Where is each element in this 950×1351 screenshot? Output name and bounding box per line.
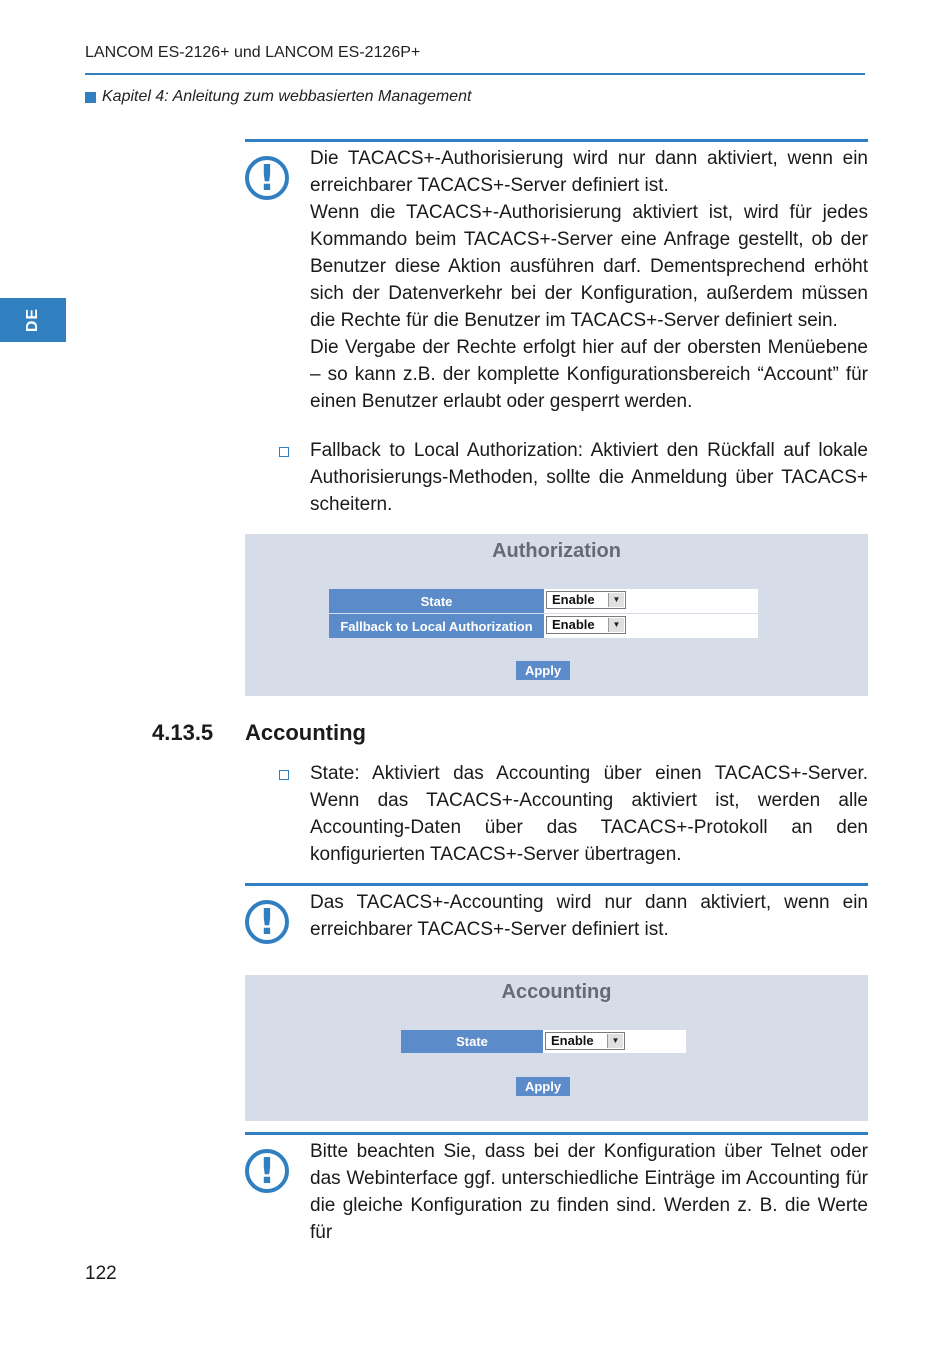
chapter-square-icon xyxy=(85,92,96,103)
chapter-title: Kapitel 4: Anleitung zum webbasierten Management xyxy=(102,88,472,105)
panel-title: Authorization xyxy=(492,540,621,562)
section-title: Accounting xyxy=(245,720,366,745)
fallback-field xyxy=(544,614,758,638)
note-accounting: Das TACACS+-Accounting wird nur dann aktiviert, wenn ein erreichbarer TACACS+-Server definiert ist. xyxy=(310,892,868,940)
dropdown-arrow-icon[interactable]: ▼ xyxy=(608,618,624,632)
fallback-label: Fallback to Local Authorization xyxy=(329,614,544,638)
language-tab-label: DE xyxy=(24,307,41,333)
exclamation-circle-icon: ! xyxy=(245,900,289,944)
checkbox-square-icon xyxy=(279,447,289,457)
note-authorization xyxy=(310,145,868,415)
authorization-panel xyxy=(245,534,868,696)
note-paragraph: Wenn die TACACS+-Authorisierung aktiviert ist, wird für jedes Kommando beim TACACS+-Server eine Anfrage gestellt, ob der Benutzer diese Aktion ausführen darf. Dementsprechend erhöht sich der Datenverkehr bei der Konfiguration, außerdem müssen die Rechte für die Benutzer im TACACS+-Server definiert sein. xyxy=(310,202,868,331)
chapter-subtitle xyxy=(85,88,471,106)
fallback-select-value: Enable xyxy=(552,617,595,632)
panel-title: Accounting xyxy=(501,981,612,1003)
checkbox-square-icon xyxy=(279,770,289,780)
dropdown-arrow-icon[interactable]: ▼ xyxy=(607,1034,623,1048)
note-paragraph: Die Vergabe der Rechte erfolgt hier auf der obersten Menüebene – so kann z.B. der komplette Konfigurationsbereich “Account” für einen Benutzer erlaubt oder gesperrt werden. xyxy=(310,337,868,412)
note-rule xyxy=(245,139,868,142)
state-field xyxy=(543,1030,686,1053)
bullet-state-text: State: Aktiviert das Accounting über einen TACACS+-Server. Wenn das TACACS+-Accounting aktiviert ist, werden alle Accounting-Daten über das TACACS+-Protokoll an den konfigurierten TACACS+-Server übertragen. xyxy=(310,763,868,865)
state-select-value: Enable xyxy=(552,592,595,607)
fallback-select[interactable] xyxy=(546,616,626,634)
state-label: State xyxy=(329,589,544,613)
language-tab xyxy=(0,298,66,342)
exclamation-circle-icon: ! xyxy=(245,156,289,200)
document-header-title: LANCOM ES-2126+ und LANCOM ES-2126P+ xyxy=(85,44,421,61)
state-select[interactable] xyxy=(546,591,626,609)
bullet-fallback-text: Fallback to Local Authorization: Aktiviert den Rückfall auf lokale Authorisierungs-Methoden, sollte die Anmeldung über TACACS+ scheitern. xyxy=(310,440,868,515)
header-rule xyxy=(85,73,865,75)
state-label: State xyxy=(401,1030,543,1053)
note-rule xyxy=(245,883,868,886)
apply-button[interactable]: Apply xyxy=(516,661,570,680)
apply-button[interactable]: Apply xyxy=(516,1077,570,1096)
note-paragraph: Die TACACS+-Authorisierung wird nur dann aktiviert, wenn ein erreichbarer TACACS+-Server definiert ist. xyxy=(310,148,868,196)
state-field xyxy=(544,589,758,613)
accounting-panel xyxy=(245,975,868,1121)
note-telnet: Bitte beachten Sie, dass bei der Konfiguration über Telnet oder das Webinterface ggf. unterschiedliche Einträge im Accounting für die gleiche Konfiguration zu finden sind. Werden z. B. die Werte für xyxy=(310,1141,868,1243)
page-number: 122 xyxy=(85,1263,117,1284)
state-select[interactable] xyxy=(545,1032,625,1050)
dropdown-arrow-icon[interactable]: ▼ xyxy=(608,593,624,607)
section-number: 4.13.5 xyxy=(152,720,214,745)
note-rule xyxy=(245,1132,868,1135)
exclamation-circle-icon: ! xyxy=(245,1149,289,1193)
state-select-value: Enable xyxy=(551,1033,594,1048)
